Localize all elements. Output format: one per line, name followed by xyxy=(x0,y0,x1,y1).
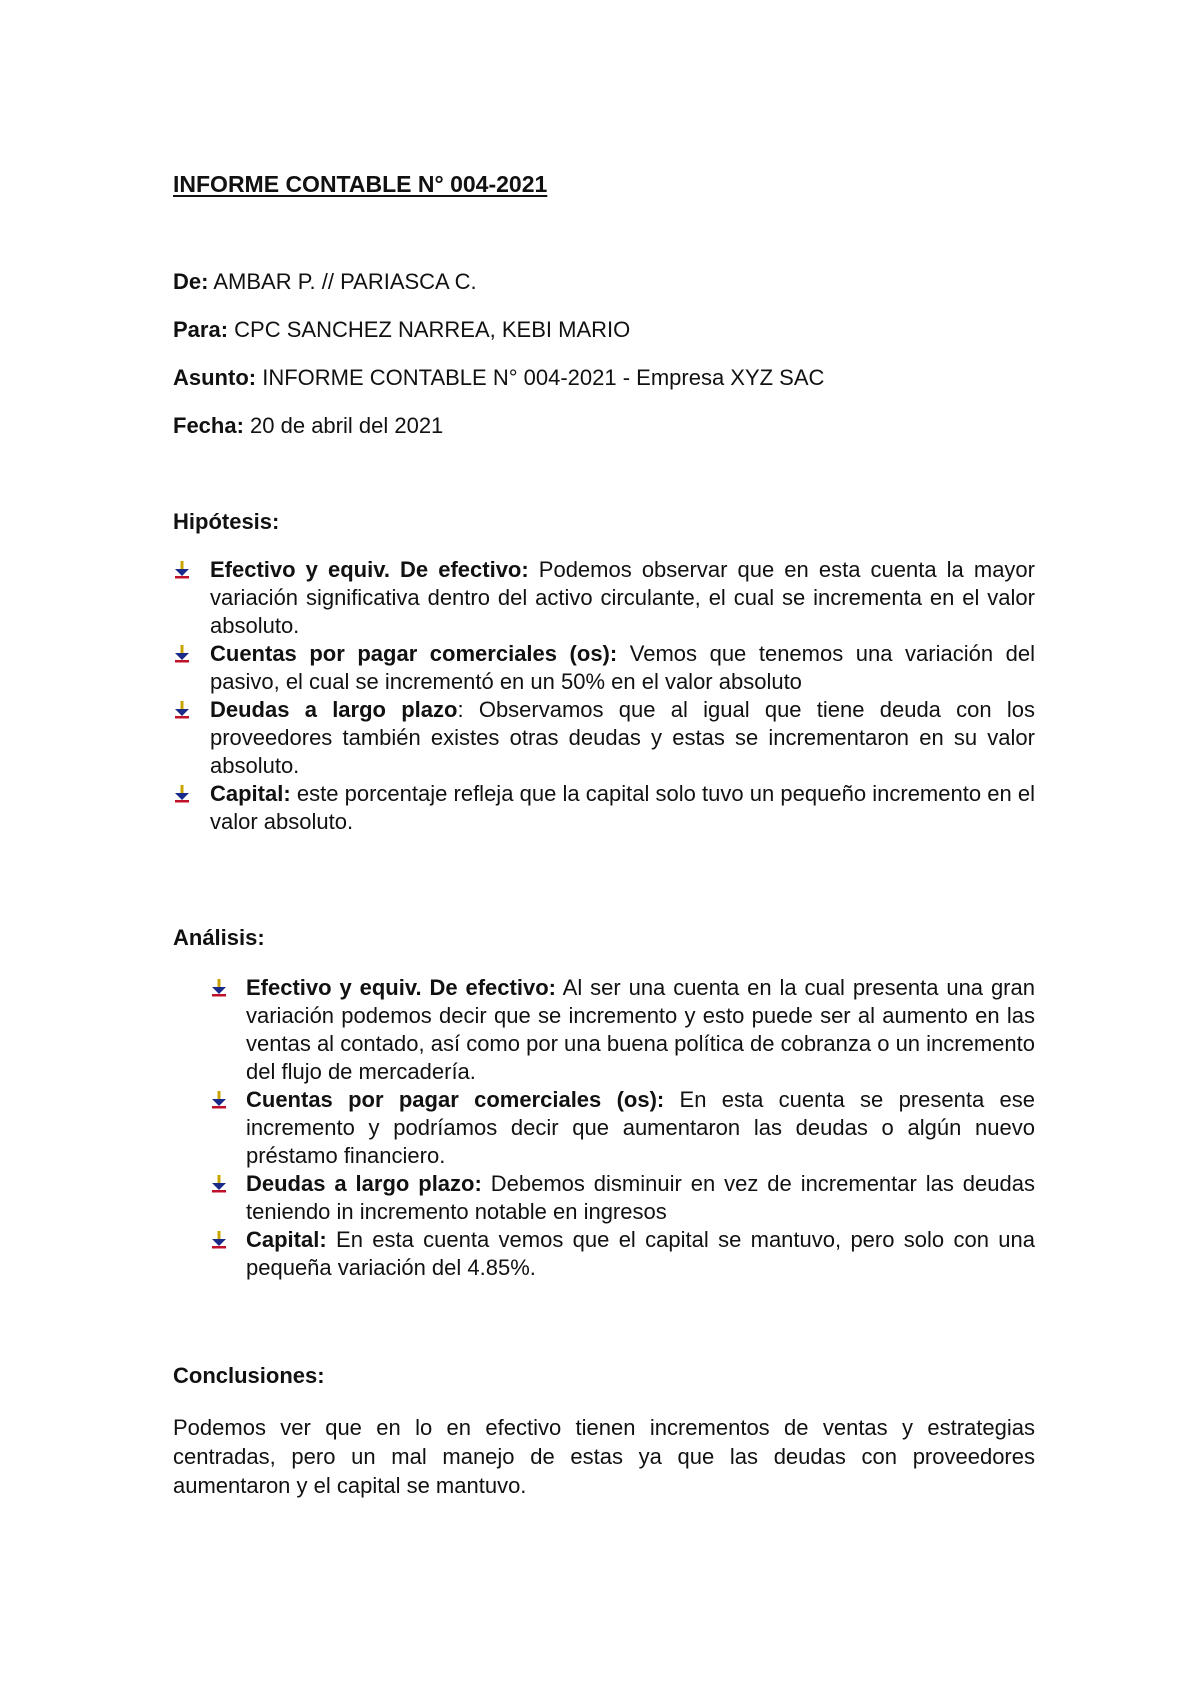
meta-to xyxy=(173,316,630,344)
list-item xyxy=(173,696,1035,780)
hipotesis-heading: Hipótesis: xyxy=(173,509,280,534)
item-text: Podemos observar que en esta cuenta la mayor variación significativa dentro del activo circulante, el cual se incrementa en el valor absoluto. xyxy=(210,557,1035,638)
list-item xyxy=(173,640,1035,696)
meta-date-label: Fecha: xyxy=(173,413,244,438)
item-text: Debemos disminuir en vez de incrementar las deudas teniendo in incremento notable en ingresos xyxy=(246,1171,1035,1224)
arrow-down-bullet-icon xyxy=(210,979,228,997)
list-item xyxy=(210,1086,1035,1170)
hipotesis-list xyxy=(173,556,1035,836)
analisis-list xyxy=(210,974,1035,1282)
list-item xyxy=(210,1170,1035,1226)
meta-from-value: AMBAR P. // PARIASCA C. xyxy=(208,269,477,294)
conclusiones-text: Podemos ver que en lo en efectivo tienen incrementos de ventas y estrategias centradas, pero un mal manejo de estas ya que las deudas con proveedores aumentaron y el capital se mantuvo. xyxy=(173,1415,1035,1498)
item-text: Al ser una cuenta en la cual presenta una gran variación podemos decir que se incremento y esto puede ser al aumento en las ventas al contado, así como por una buena política de cobranza o un incremento del flujo de mercadería. xyxy=(246,975,1035,1084)
meta-from-label: De: xyxy=(173,269,209,294)
item-label: Capital: xyxy=(246,1227,327,1252)
list-item xyxy=(210,974,1035,1086)
list-item xyxy=(210,1226,1035,1282)
arrow-down-bullet-icon xyxy=(173,701,191,719)
item-label: Efectivo y equiv. De efectivo: xyxy=(246,975,556,1000)
item-label: Deudas a largo plazo xyxy=(210,697,458,722)
document-page xyxy=(173,0,1035,1696)
item-text: Vemos que tenemos una variación del pasivo, el cual se incrementó en un 50% en el valor absoluto xyxy=(210,641,1035,694)
item-label: Cuentas por pagar comerciales (os): xyxy=(246,1087,665,1112)
arrow-down-bullet-icon xyxy=(210,1231,228,1249)
meta-to-label: Para: xyxy=(173,317,229,342)
item-text: : Observamos que al igual que tiene deuda con los proveedores también existes otras deudas y estas se incrementaron en su valor absoluto. xyxy=(210,697,1035,778)
arrow-down-bullet-icon xyxy=(210,1091,228,1109)
meta-to-value: CPC SANCHEZ NARREA, KEBI MARIO xyxy=(228,317,631,342)
item-label: Cuentas por pagar comerciales (os): xyxy=(210,641,618,666)
arrow-down-bullet-icon xyxy=(210,1175,228,1193)
item-text: este porcentaje refleja que la capital solo tuvo un pequeño incremento en el valor absoluto. xyxy=(210,781,1035,834)
meta-subject-label: Asunto: xyxy=(173,365,257,390)
item-label: Deudas a largo plazo: xyxy=(246,1171,482,1196)
list-item xyxy=(173,780,1035,836)
meta-subject-value: INFORME CONTABLE N° 004-2021 - Empresa XYZ SAC xyxy=(256,365,825,390)
arrow-down-bullet-icon xyxy=(173,785,191,803)
item-label: Efectivo y equiv. De efectivo: xyxy=(210,557,529,582)
conclusiones-heading: Conclusiones: xyxy=(173,1363,325,1388)
arrow-down-bullet-icon xyxy=(173,645,191,663)
analisis-heading: Análisis: xyxy=(173,925,265,950)
list-item xyxy=(173,556,1035,640)
meta-subject xyxy=(173,364,824,392)
item-text: En esta cuenta vemos que el capital se mantuvo, pero solo con una pequeña variación del 4.85%. xyxy=(246,1227,1035,1280)
item-label: Capital: xyxy=(210,781,291,806)
report-title: INFORME CONTABLE N° 004-2021 xyxy=(173,171,548,197)
item-text: En esta cuenta se presenta ese incremento y podríamos decir que aumentaron las deudas o algún nuevo préstamo financiero. xyxy=(246,1087,1035,1168)
meta-date-value: 20 de abril del 2021 xyxy=(243,413,444,438)
meta-date xyxy=(173,412,443,440)
arrow-down-bullet-icon xyxy=(173,561,191,579)
meta-from xyxy=(173,268,477,296)
